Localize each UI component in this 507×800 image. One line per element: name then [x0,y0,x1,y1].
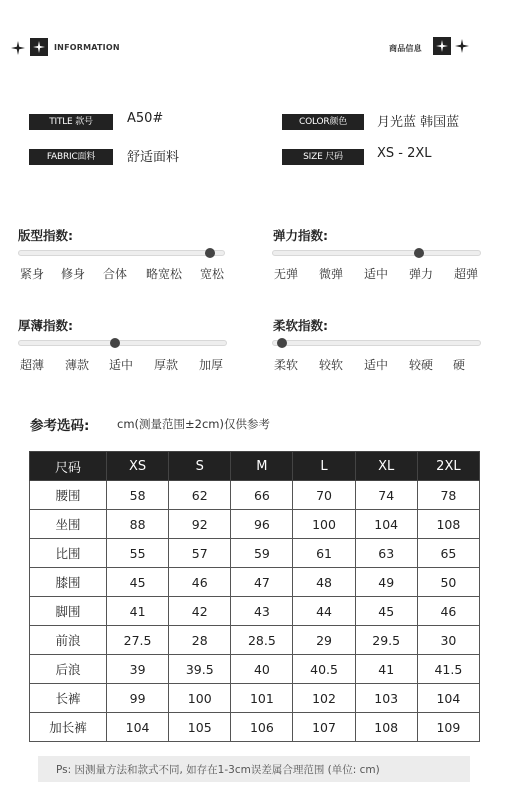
table-cell: 108 [355,713,417,742]
stretch-index-marker [414,248,424,258]
table-cell: 92 [169,510,231,539]
table-cell: 107 [293,713,355,742]
fit-index-title: 版型指数: [18,228,73,243]
table-cell: 104 [417,684,479,713]
stretch-index-track [272,250,481,256]
thickness-index-label: 薄款 [64,358,90,372]
table-row [30,510,480,539]
softness-index-label: 硬 [452,358,466,372]
softness-index-title: 柔软指数: [273,318,328,333]
sparkle-icon [455,39,469,53]
header-right-label: 商品信息 [389,44,422,53]
table-cell: 30 [417,626,479,655]
thickness-index-label: 超薄 [19,358,45,372]
table-cell: 104 [107,713,169,742]
thickness-index-title: 厚薄指数: [18,318,73,333]
stretch-index-label: 无弹 [273,267,299,281]
title-tag: TITLE 款号 [29,114,113,130]
table-cell: 96 [231,510,293,539]
table-cell: 58 [107,481,169,510]
row-label-cell: 长裤 [30,684,107,713]
table-cell: 88 [107,510,169,539]
fit-index-label: 紧身 [19,267,45,281]
table-cell: 39.5 [169,655,231,684]
table-cell: 40 [231,655,293,684]
table-cell: 48 [293,568,355,597]
table-cell: 41 [107,597,169,626]
table-row [30,713,480,742]
reference-title: 参考选码: [30,418,90,434]
reference-subtitle: cm(测量范围±2cm)仅供参考 [117,417,270,431]
table-cell: 66 [231,481,293,510]
fit-index-track [18,250,225,256]
softness-index-label: 较软 [318,358,344,372]
size-table [29,451,480,742]
table-cell: 50 [417,568,479,597]
table-row [30,568,480,597]
table-cell: 29 [293,626,355,655]
table-cell: 59 [231,539,293,568]
table-cell: 106 [231,713,293,742]
row-label-cell: 坐围 [30,510,107,539]
header-cell: 尺码 [30,452,107,481]
softness-index-label: 较硬 [408,358,434,372]
fabric-tag: FABRIC面料 [29,149,113,165]
table-cell: 41 [355,655,417,684]
table-cell: 65 [417,539,479,568]
row-label-cell: 膝围 [30,568,107,597]
table-cell: 28.5 [231,626,293,655]
row-label-cell: 比围 [30,539,107,568]
table-cell: 39 [107,655,169,684]
table-cell: 100 [293,510,355,539]
table-cell: 28 [169,626,231,655]
size-tag: SIZE 尺码 [282,149,364,165]
table-cell: 29.5 [355,626,417,655]
table-cell: 102 [293,684,355,713]
header-cell: L [293,452,355,481]
table-cell: 108 [417,510,479,539]
table-cell: 74 [355,481,417,510]
fit-index-label: 略宽松 [145,267,183,281]
table-cell: 46 [417,597,479,626]
row-label-cell: 腰围 [30,481,107,510]
table-cell: 63 [355,539,417,568]
table-cell: 57 [169,539,231,568]
table-cell: 27.5 [107,626,169,655]
table-row [30,626,480,655]
sparkle-icon [11,41,25,55]
table-cell: 62 [169,481,231,510]
table-cell: 44 [293,597,355,626]
table-row [30,655,480,684]
size-table-header [30,452,480,481]
fit-index-label: 修身 [60,267,86,281]
table-cell: 78 [417,481,479,510]
header-cell: S [169,452,231,481]
row-label-cell: 后浪 [30,655,107,684]
sparkle-box-icon [30,38,48,56]
softness-index-marker [277,338,287,348]
header-cell: M [231,452,293,481]
row-label-cell: 加长裤 [30,713,107,742]
table-row [30,684,480,713]
stretch-index-label: 微弹 [318,267,344,281]
table-cell: 103 [355,684,417,713]
thickness-index-track [18,340,227,346]
softness-index-label: 适中 [363,358,389,372]
table-cell: 43 [231,597,293,626]
table-cell: 49 [355,568,417,597]
stretch-index-label: 弹力 [408,267,434,281]
fit-index-marker [205,248,215,258]
table-cell: 105 [169,713,231,742]
header-left-label: INFORMATION [54,43,120,52]
color-value: 月光蓝 韩国蓝 [377,115,460,130]
row-label-cell: 前浪 [30,626,107,655]
table-cell: 61 [293,539,355,568]
table-cell: 45 [107,568,169,597]
table-cell: 70 [293,481,355,510]
size-value: XS - 2XL [377,146,432,161]
sparkle-box-icon [433,37,451,55]
measurement-note: Ps: 因测量方法和款式不同, 如存在1-3cm误差属合理范围 (单位: cm) [56,764,380,776]
table-row [30,481,480,510]
table-cell: 42 [169,597,231,626]
table-cell: 99 [107,684,169,713]
thickness-index-label: 厚款 [153,358,179,372]
table-row [30,597,480,626]
table-cell: 109 [417,713,479,742]
table-cell: 45 [355,597,417,626]
stretch-index-label: 适中 [363,267,389,281]
table-cell: 41.5 [417,655,479,684]
table-cell: 101 [231,684,293,713]
table-cell: 104 [355,510,417,539]
table-cell: 46 [169,568,231,597]
fit-index-label: 合体 [102,267,128,281]
fit-index-label: 宽松 [199,267,225,281]
table-cell: 47 [231,568,293,597]
row-label-cell: 脚围 [30,597,107,626]
table-cell: 55 [107,539,169,568]
thickness-index-marker [110,338,120,348]
stretch-index-title: 弹力指数: [273,228,328,243]
header-cell: XS [107,452,169,481]
title-value: A50# [127,111,164,126]
thickness-index-label: 适中 [108,358,134,372]
stretch-index-label: 超弹 [453,267,479,281]
thickness-index-label: 加厚 [198,358,224,372]
header-cell: XL [355,452,417,481]
fabric-value: 舒适面料 [127,150,180,165]
table-cell: 40.5 [293,655,355,684]
softness-index-label: 柔软 [273,358,299,372]
header-cell: 2XL [417,452,479,481]
color-tag: COLOR颜色 [282,114,364,130]
table-row [30,539,480,568]
softness-index-track [272,340,481,346]
table-cell: 100 [169,684,231,713]
